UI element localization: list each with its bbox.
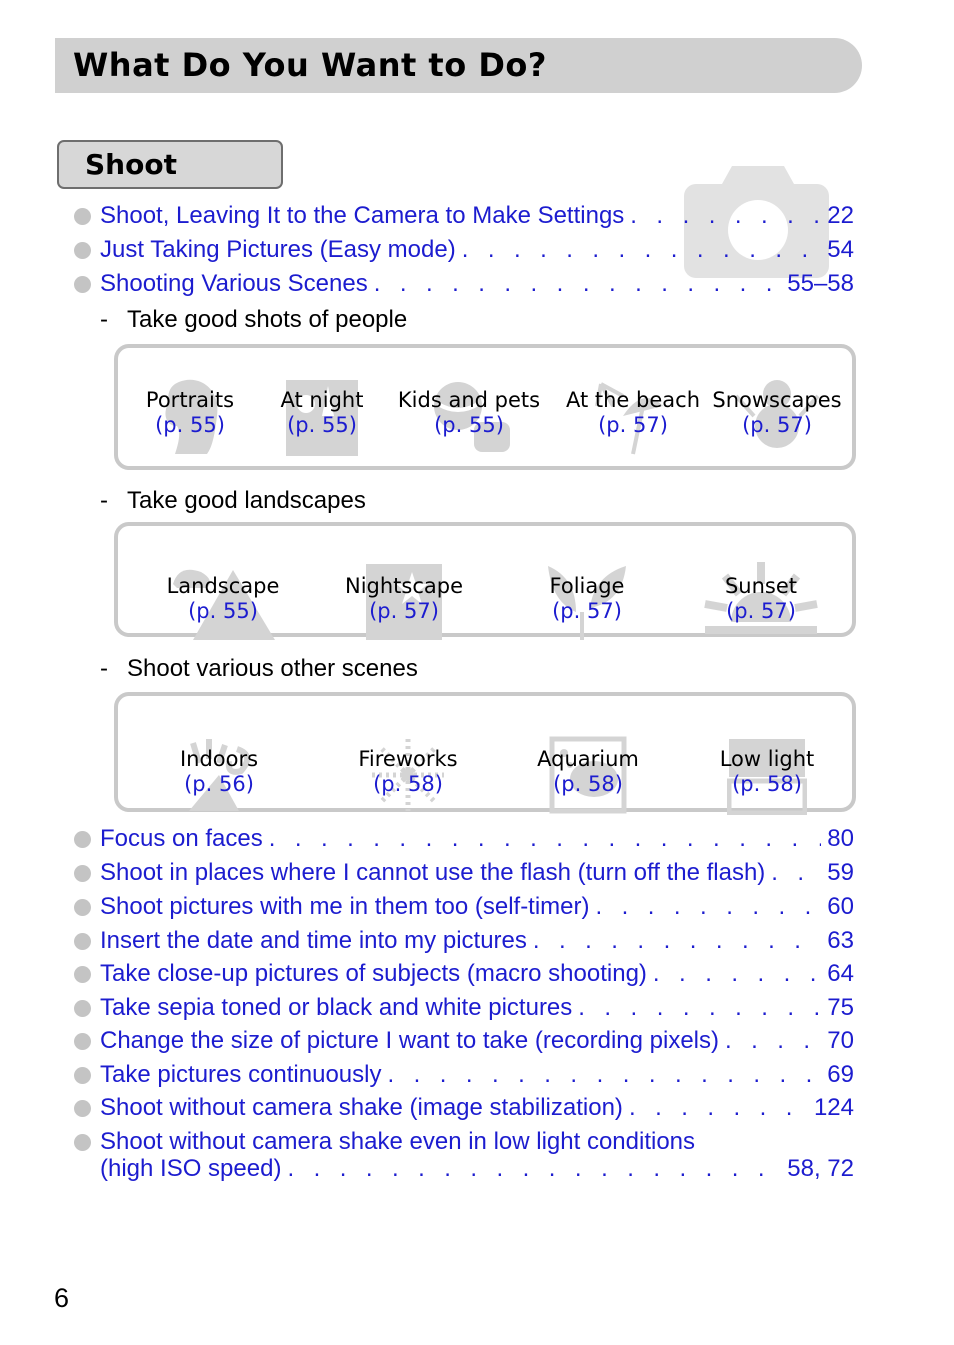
scene-landscape[interactable]: Landscape (p. 55) <box>158 574 288 624</box>
bullet-icon <box>74 933 91 950</box>
scene-sunset[interactable]: Sunset (p. 57) <box>696 574 826 624</box>
toc-item-text[interactable]: Shoot, Leaving It to the Camera to Make Settings <box>100 202 625 229</box>
toc-item-text[interactable]: Take sepia toned or black and white pictures <box>100 994 573 1021</box>
scene-at-the-beach[interactable]: At the beach (p. 57) <box>558 388 708 438</box>
bullet-icon <box>74 899 91 916</box>
toc-item-text[interactable]: Change the size of picture I want to take (recording pixels) <box>100 1027 719 1054</box>
scene-aquarium[interactable]: Aquarium (p. 58) <box>520 747 656 797</box>
page-number: 6 <box>54 1283 70 1313</box>
toc-item-page[interactable]: 63 <box>827 927 854 954</box>
bullet-icon <box>74 276 91 293</box>
toc-item-text[interactable]: Shoot without camera shake (image stabilization) <box>100 1094 623 1121</box>
bullet-icon <box>74 242 91 259</box>
toc-item-text[interactable]: Just Taking Pictures (Easy mode) <box>100 236 456 263</box>
toc-item-page[interactable]: 22 <box>827 202 854 229</box>
toc-item-text[interactable]: Insert the date and time into my pictures <box>100 927 527 954</box>
toc-item-page[interactable]: 64 <box>827 960 854 987</box>
scene-low-light[interactable]: Low light (p. 58) <box>702 747 832 797</box>
bullet-icon <box>74 966 91 983</box>
scene-box-landscapes <box>114 522 856 637</box>
toc-item-page[interactable]: 60 <box>827 893 854 920</box>
toc-item-page[interactable]: 55–58 <box>787 270 854 297</box>
scene-kids-pets[interactable]: Kids and pets (p. 55) <box>394 388 544 438</box>
toc-item-page[interactable]: 75 <box>827 994 854 1021</box>
bullet-icon <box>74 865 91 882</box>
page-title: What Do You Want to Do? <box>73 46 547 84</box>
title-banner <box>55 38 862 93</box>
toc-item-page[interactable]: 58, 72 <box>787 1155 854 1182</box>
group-heading: - Take good shots of people <box>100 306 408 333</box>
group-heading: - Shoot various other scenes <box>100 655 418 682</box>
scene-nightscape[interactable]: Nightscape (p. 57) <box>336 574 472 624</box>
toc-item-text[interactable]: Take pictures continuously <box>100 1061 382 1088</box>
toc-item-text[interactable]: Shoot pictures with me in them too (self-timer) <box>100 893 590 920</box>
scene-box-people <box>114 344 856 470</box>
toc-item-text[interactable]: Shoot in places where I cannot use the flash (turn off the flash) <box>100 859 766 886</box>
toc-item-page[interactable]: 124 <box>813 1094 854 1121</box>
bullet-icon <box>74 1067 91 1084</box>
toc-item-text[interactable]: Take close-up pictures of subjects (macro shooting) <box>100 960 647 987</box>
scene-fireworks[interactable]: Fireworks (p. 58) <box>340 747 476 797</box>
toc-item-text[interactable]: Focus on faces <box>100 825 263 852</box>
scene-snowscapes[interactable]: Snowscapes (p. 57) <box>712 388 842 438</box>
scene-portraits[interactable]: Portraits (p. 55) <box>130 388 250 438</box>
scene-at-night[interactable]: At night (p. 55) <box>262 388 382 438</box>
bullet-icon <box>74 1000 91 1017</box>
toc-item-text[interactable]: Shooting Various Scenes <box>100 270 368 297</box>
toc-item-page[interactable]: 70 <box>827 1027 854 1054</box>
section-tab <box>57 140 283 189</box>
toc-item-page[interactable]: 59 <box>827 859 854 886</box>
scene-foliage[interactable]: Foliage (p. 57) <box>522 574 652 624</box>
bullet-icon <box>74 208 91 225</box>
toc-item-page[interactable]: 54 <box>827 236 854 263</box>
bullet-icon <box>74 1033 91 1050</box>
group-heading: - Take good landscapes <box>100 487 366 514</box>
section-tab-label: Shoot <box>85 148 177 181</box>
toc-item-page[interactable]: 69 <box>827 1061 854 1088</box>
toc-item-text[interactable]: Shoot without camera shake even in low light conditions <box>100 1128 696 1155</box>
toc-item-page[interactable]: 80 <box>827 825 854 852</box>
bullet-icon <box>74 831 91 848</box>
bullet-icon <box>74 1134 91 1151</box>
scene-indoors[interactable]: Indoors (p. 56) <box>154 747 284 797</box>
toc-item-text[interactable]: (high ISO speed) <box>100 1155 282 1182</box>
scene-box-other <box>114 692 856 812</box>
bullet-icon <box>74 1100 91 1117</box>
